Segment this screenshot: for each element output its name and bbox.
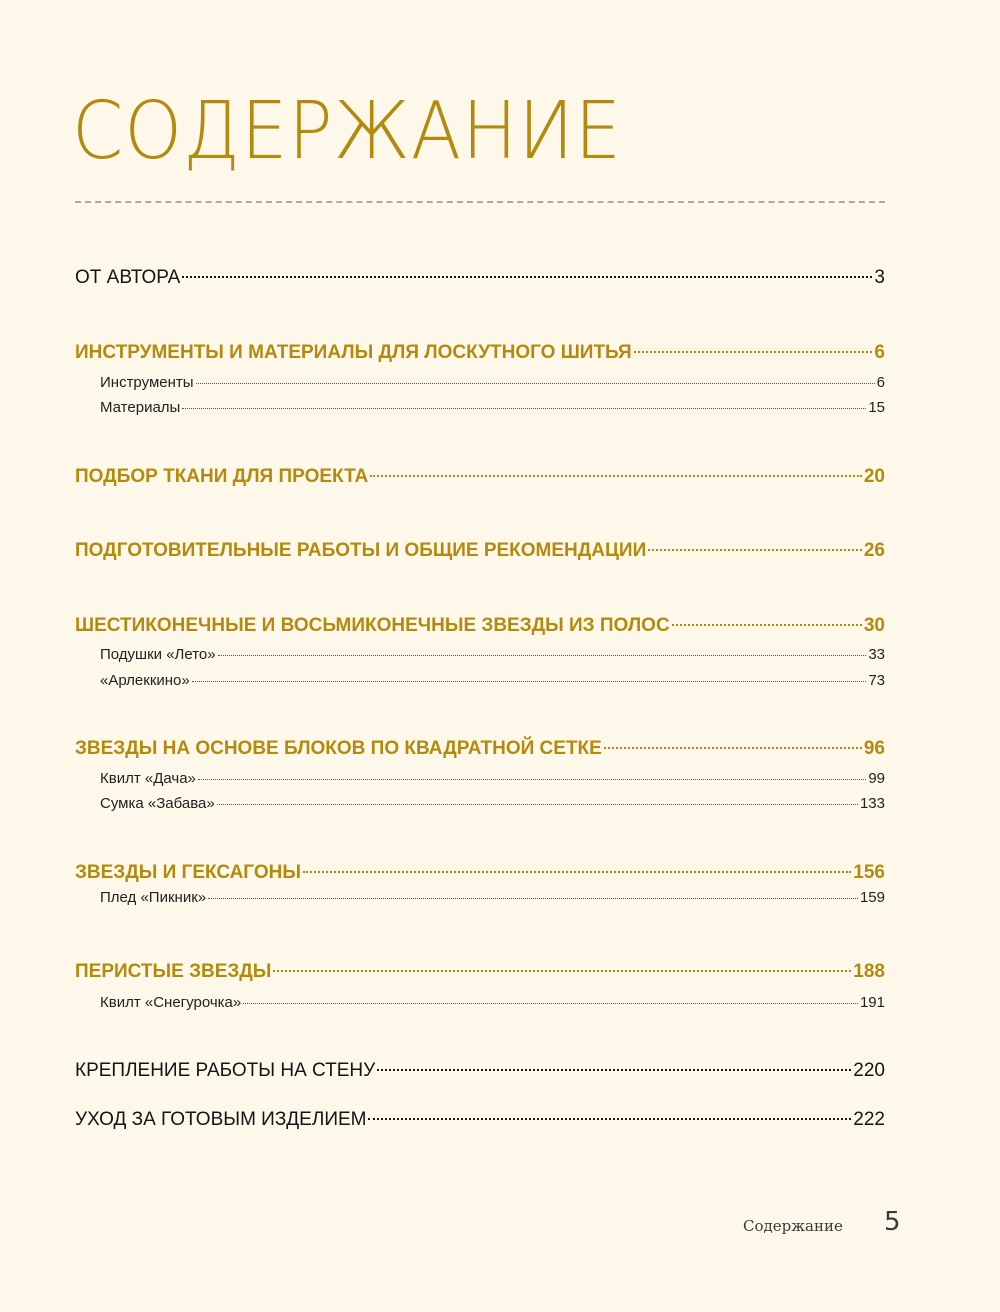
toc-subentry-title: Плед «Пикник» xyxy=(100,889,207,906)
toc-entry[interactable] xyxy=(75,267,885,289)
dot-leader xyxy=(198,779,866,780)
toc-entry[interactable] xyxy=(75,738,885,760)
toc-subentry[interactable] xyxy=(100,770,885,787)
toc-subentry-title: Материалы xyxy=(100,399,181,416)
toc-entry[interactable] xyxy=(75,466,885,488)
toc-subentry-title: Сумка «Забава» xyxy=(100,795,215,812)
toc-entry[interactable] xyxy=(75,342,885,364)
toc-entry-page: 20 xyxy=(863,466,885,487)
toc-subentry-page: 159 xyxy=(859,889,885,906)
toc-entry-title: ПОДБОР ТКАНИ ДЛЯ ПРОЕКТА xyxy=(75,466,369,487)
page-title: СОДЕРЖАНИЕ xyxy=(72,85,622,177)
toc-entry-title: УХОД ЗА ГОТОВЫМ ИЗДЕЛИЕМ xyxy=(75,1109,367,1130)
toc-entry-title: ЗВЕЗДЫ НА ОСНОВЕ БЛОКОВ ПО КВАДРАТНОЙ СЕТКЕ xyxy=(75,738,602,759)
toc-subentry[interactable] xyxy=(100,889,885,906)
toc-entry[interactable] xyxy=(75,615,885,637)
toc-subentry[interactable] xyxy=(100,374,885,391)
toc-subentry-page: 6 xyxy=(876,374,885,391)
dot-leader xyxy=(217,804,858,805)
toc-entry-title: ЗВЕЗДЫ И ГЕКСАГОНЫ xyxy=(75,862,301,883)
dot-leader xyxy=(672,624,862,626)
toc-entry-title: ПЕРИСТЫЕ ЗВЕЗДЫ xyxy=(75,961,272,982)
toc-entry-title: КРЕПЛЕНИЕ РАБОТЫ НА СТЕНУ xyxy=(75,1060,376,1081)
toc-subentry-page: 33 xyxy=(868,646,885,663)
dashed-divider xyxy=(75,201,885,203)
running-footer-label: Содержание xyxy=(743,1217,843,1235)
dot-leader xyxy=(273,970,851,972)
toc-entry[interactable] xyxy=(75,540,885,562)
dot-leader xyxy=(182,408,866,409)
toc-entry-title: ПОДГОТОВИТЕЛЬНЫЕ РАБОТЫ И ОБЩИЕ РЕКОМЕНДАЦИИ xyxy=(75,540,647,561)
toc-subentry-title: Квилт «Дача» xyxy=(100,770,196,787)
toc-entry-title: ОТ АВТОРА xyxy=(75,267,181,288)
dot-leader xyxy=(648,549,862,551)
dot-leader xyxy=(218,655,867,656)
toc-entry-page: 3 xyxy=(874,267,885,288)
toc-entry-page: 26 xyxy=(863,540,885,561)
dot-leader xyxy=(370,475,862,477)
toc-subentry[interactable] xyxy=(100,672,885,689)
toc-subentry[interactable] xyxy=(100,399,885,416)
dot-leader xyxy=(377,1069,851,1071)
toc-entry[interactable] xyxy=(75,961,885,983)
dot-leader xyxy=(604,747,862,749)
toc-entry-page: 6 xyxy=(874,342,885,363)
toc-entry-page: 222 xyxy=(853,1109,885,1130)
toc-subentry-page: 133 xyxy=(859,795,885,812)
toc-subentry-title: Подушки «Лето» xyxy=(100,646,216,663)
dot-leader xyxy=(303,871,851,873)
dot-leader xyxy=(243,1003,858,1004)
toc-subentry-page: 191 xyxy=(859,994,885,1011)
dot-leader xyxy=(634,351,873,353)
dot-leader xyxy=(208,898,858,899)
toc-subentry[interactable] xyxy=(100,646,885,663)
toc-subentry-page: 15 xyxy=(868,399,885,416)
toc-subentry-title: Инструменты xyxy=(100,374,194,391)
dot-leader xyxy=(192,681,867,682)
toc-entry-page: 30 xyxy=(863,615,885,636)
toc-entry-page: 188 xyxy=(853,961,885,982)
dot-leader xyxy=(196,383,875,384)
toc-subentry-title: «Арлеккино» xyxy=(100,672,190,689)
toc-entry-title: ИНСТРУМЕНТЫ И МАТЕРИАЛЫ ДЛЯ ЛОСКУТНОГО ШИТЬЯ xyxy=(75,342,632,363)
toc-subentry-page: 73 xyxy=(868,672,885,689)
toc-entry-page: 220 xyxy=(853,1060,885,1081)
toc-entry-page: 156 xyxy=(853,862,885,883)
toc-entry[interactable] xyxy=(75,862,885,884)
toc-entry[interactable] xyxy=(75,1060,885,1082)
dot-leader xyxy=(368,1118,851,1120)
toc-subentry-title: Квилт «Снегурочка» xyxy=(100,994,242,1011)
toc-subentry[interactable] xyxy=(100,795,885,812)
toc-entry-title: ШЕСТИКОНЕЧНЫЕ И ВОСЬМИКОНЕЧНЫЕ ЗВЕЗДЫ ИЗ ПОЛОС xyxy=(75,615,670,636)
toc-entry[interactable] xyxy=(75,1109,885,1131)
toc-entry-page: 96 xyxy=(863,738,885,759)
toc-subentry[interactable] xyxy=(100,994,885,1011)
toc-subentry-page: 99 xyxy=(868,770,885,787)
dot-leader xyxy=(182,276,872,278)
page-number: 5 xyxy=(884,1207,901,1237)
